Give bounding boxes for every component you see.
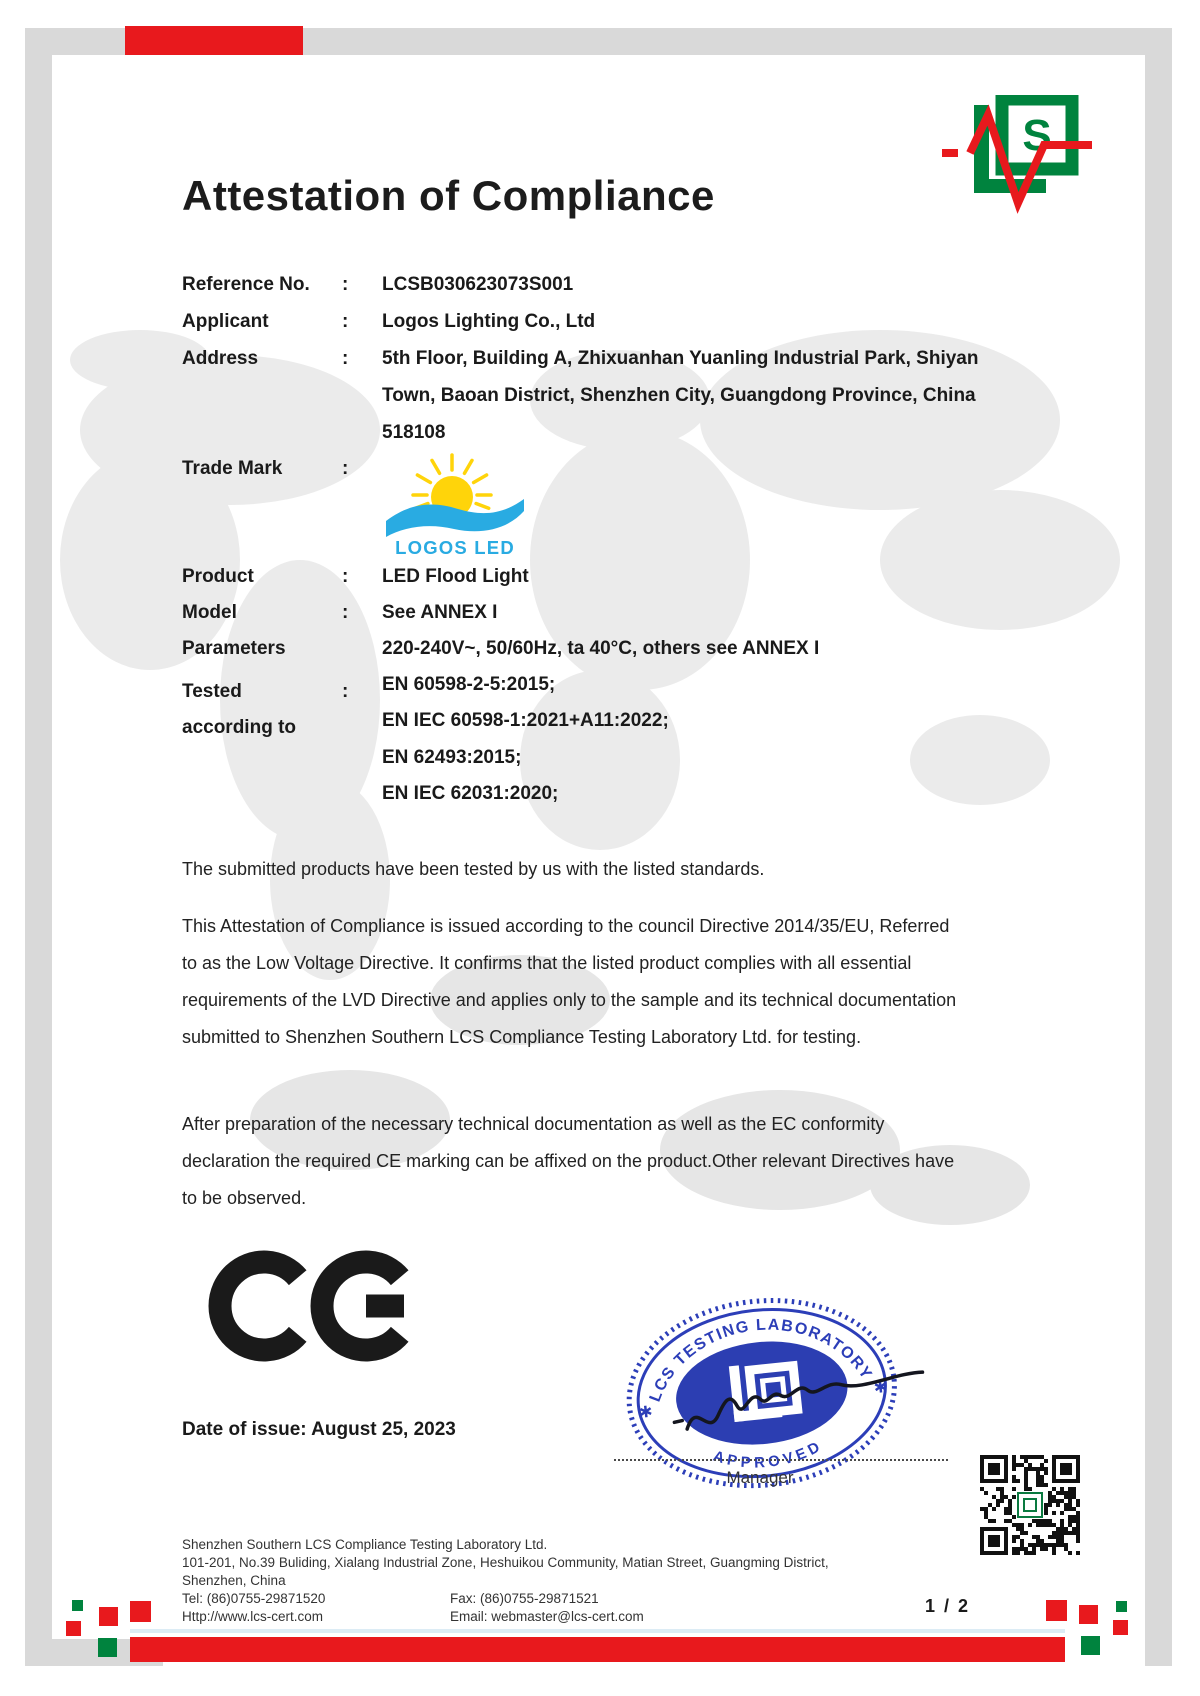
footer-tel: Tel: (86)0755-29871520 xyxy=(182,1591,326,1606)
decor-square xyxy=(1113,1620,1128,1635)
decor-square xyxy=(1046,1600,1067,1621)
qr-code xyxy=(980,1455,1080,1555)
footer-fax: Fax: (86)0755-29871521 xyxy=(450,1591,599,1606)
paragraph-attestation: This Attestation of Compliance is issued according to the council Directive 2014/35/EU, Referred to as the Low Voltage Directive. It confirms that the listed product complies with all essential requirements of the LVD Directive and applies only to the sample and its technical documentation submitted to Shenzhen Southern LCS Compliance Testing Laboratory Ltd. for testing. xyxy=(182,916,957,1047)
decor-square xyxy=(72,1600,83,1611)
reference-value: LCSB030623073S001 xyxy=(382,274,574,295)
model-value: See ANNEX I xyxy=(382,602,498,623)
stamp-top-text: LCS TESTING LABORATORY xyxy=(646,1316,876,1405)
stamp-star-right: ✱ xyxy=(873,1378,889,1398)
address-colon: : xyxy=(342,348,349,369)
paragraph-tested-statement: The submitted products have been tested by us with the listed standards. xyxy=(182,859,765,879)
decor-square xyxy=(1116,1601,1127,1612)
trademark-logo-text: LOGOS LED xyxy=(395,537,515,558)
page-number: 1 / 2 xyxy=(925,1596,971,1616)
product-value: LED Flood Light xyxy=(382,566,529,587)
signature-line xyxy=(614,1459,948,1461)
reference-colon: : xyxy=(342,274,349,295)
paragraph-ce-marking: After preparation of the necessary technical documentation as well as the EC conformity declaration the required CE marking can be affixed on the product.Other relevant Directives have to be observed. xyxy=(182,1114,955,1208)
model-colon: : xyxy=(342,602,349,623)
bottom-accent-bar xyxy=(130,1637,1065,1662)
footer-email: Email: webmaster@lcs-cert.com xyxy=(450,1609,644,1624)
lcs-logo-letter: S xyxy=(1022,111,1052,160)
lcs-logo-icon xyxy=(940,95,1095,220)
frame-right xyxy=(1145,28,1172,1666)
footer-address-line2: Shenzhen, China xyxy=(182,1573,286,1588)
signer-title: Manager xyxy=(726,1468,794,1487)
tested-label-line1: Tested xyxy=(182,681,242,702)
decor-square xyxy=(1079,1605,1098,1624)
standard-4: EN IEC 62031:2020; xyxy=(382,783,559,804)
frame-left xyxy=(25,28,52,1666)
decor-square xyxy=(99,1607,118,1626)
address-line-1: 5th Floor, Building A, Zhixuanhan Yuanling Industrial Park, Shiyan xyxy=(382,348,979,369)
trademark-label: Trade Mark xyxy=(182,458,283,479)
top-accent-bar xyxy=(125,26,303,55)
page-title: Attestation of Compliance xyxy=(182,172,715,219)
ce-mark-icon xyxy=(208,1250,423,1362)
footer-company: Shenzhen Southern LCS Compliance Testing Laboratory Ltd. xyxy=(182,1537,548,1552)
parameters-value: 220-240V~, 50/60Hz, ta 40°C, others see ANNEX I xyxy=(382,638,820,659)
decor-square xyxy=(130,1601,151,1622)
stamp-star-left: ✱ xyxy=(638,1403,654,1422)
decor-square xyxy=(66,1621,81,1636)
tested-colon: : xyxy=(342,681,349,702)
tested-label-line2: according to xyxy=(182,717,297,738)
standard-2: EN IEC 60598-1:2021+A11:2022; xyxy=(382,710,669,731)
footer-divider xyxy=(130,1629,1065,1633)
reference-label: Reference No. xyxy=(182,274,310,295)
footer-address-line1: 101-201, No.39 Buliding, Xialang Industrial Zone, Heshuikou Community, Matian Street, Guangming District, xyxy=(182,1555,829,1570)
standard-1: EN 60598-2-5:2015; xyxy=(382,674,556,695)
model-label: Model xyxy=(182,602,237,623)
decor-square xyxy=(1081,1636,1100,1655)
product-colon: : xyxy=(342,566,349,587)
date-of-issue: Date of issue: August 25, 2023 xyxy=(182,1419,456,1440)
applicant-label: Applicant xyxy=(182,311,269,332)
parameters-label: Parameters xyxy=(182,638,286,659)
applicant-value: Logos Lighting Co., Ltd xyxy=(382,311,596,332)
address-line-3: 518108 xyxy=(382,422,446,443)
product-label: Product xyxy=(182,566,254,587)
stamp-bottom-text: APPROVED xyxy=(711,1436,827,1472)
trademark-logo-icon xyxy=(380,445,530,563)
standard-3: EN 62493:2015; xyxy=(382,747,522,768)
applicant-colon: : xyxy=(342,311,349,332)
address-line-2: Town, Baoan District, Shenzhen City, Guangdong Province, China xyxy=(382,385,976,406)
decor-square xyxy=(98,1638,117,1657)
trademark-colon: : xyxy=(342,458,349,479)
footer-website: Http://www.lcs-cert.com xyxy=(182,1609,324,1624)
address-label: Address xyxy=(182,348,259,369)
